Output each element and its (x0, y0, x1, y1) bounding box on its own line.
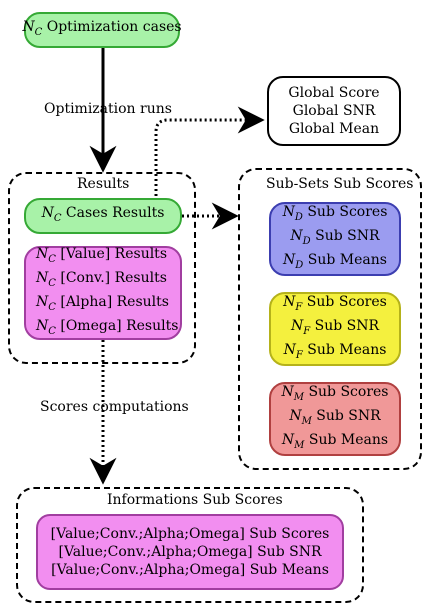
nd-means-label: $N_D$ Sub Means (283, 251, 387, 271)
optimization-runs-label: Optimization runs (44, 101, 172, 117)
nd-node (269, 202, 401, 276)
nm-node (269, 382, 401, 456)
omega-results-label: $N_C$ [Omega] Results (36, 317, 179, 337)
subsets-group-title: Sub-Sets Sub Scores (266, 176, 414, 192)
optimization-cases-label: $N_C$ Optimization cases (22, 19, 182, 38)
nf-means-label: $N_F$ Sub Means (283, 341, 387, 361)
global-snr-label: Global SNR (292, 103, 376, 119)
nm-means-label: $N_M$ Sub Means (281, 431, 389, 451)
informations-group-title: Informations Sub Scores (107, 492, 283, 508)
alpha-results-label: $N_C$ [Alpha] Results (36, 294, 169, 313)
informations-node (36, 514, 344, 590)
info-means-label: [Value;Conv.;Alpha;Omega] Sub Means (51, 562, 329, 578)
info-scores-label: [Value;Conv.;Alpha;Omega] Sub Scores (50, 526, 330, 542)
value-results-label: $N_C$ [Value] Results (36, 246, 167, 266)
nf-snr-label: $N_F$ Sub SNR (290, 318, 380, 337)
scores-computations-label: Scores computations (40, 399, 189, 415)
cases-results-node (24, 198, 182, 234)
global-score-label: Global Score (288, 85, 380, 101)
nd-scores-label: $N_D$ Sub Scores (282, 204, 388, 224)
nf-scores-label: $N_F$ Sub Scores (283, 294, 387, 314)
param-results-node (24, 246, 182, 340)
nm-scores-label: $N_M$ Sub Scores (281, 384, 389, 404)
nd-snr-label: $N_D$ Sub SNR (290, 228, 380, 247)
conv-results-label: $N_C$ [Conv.] Results (36, 270, 167, 289)
optimization-cases-node (24, 12, 180, 48)
info-snr-label: [Value;Conv.;Alpha;Omega] Sub SNR (58, 544, 322, 560)
global-mean-label: Global Mean (288, 121, 380, 137)
cases-results-label: $N_C$ Cases Results (41, 205, 165, 224)
nm-snr-label: $N_M$ Sub SNR (289, 408, 381, 427)
nf-node (269, 292, 401, 366)
global-node (267, 76, 401, 146)
results-group-title: Results (77, 176, 130, 192)
